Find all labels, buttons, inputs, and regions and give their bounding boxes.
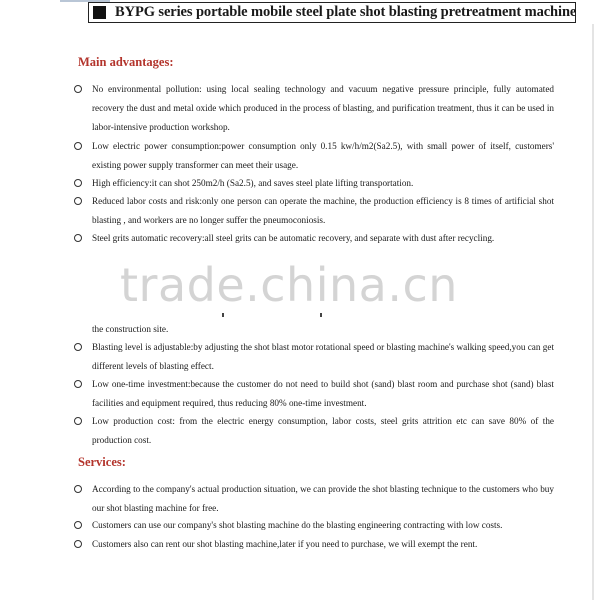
list-item	[74, 229, 554, 248]
list-item	[74, 412, 554, 450]
circle-bullet-icon	[74, 234, 82, 242]
circle-bullet-icon	[74, 142, 82, 150]
circle-bullet-icon	[74, 343, 82, 351]
page-title: BYPG series portable mobile steel plate shot blasting pretreatment machine	[115, 4, 577, 20]
list-item-text: Low production cost: from the electric energy consumption, labor costs, steel grits attrition etc can save 80% of the production cost.	[92, 416, 554, 445]
circle-bullet-icon	[74, 85, 82, 93]
speck	[320, 313, 322, 317]
main-advantages-heading: Main advantages:	[78, 55, 174, 69]
services-heading: Services:	[78, 455, 126, 469]
circle-bullet-icon	[74, 197, 82, 205]
list-item-text: Reduced labor costs and risk:only one person can operate the machine, the production efficiency is 8 times of artificial shot blasting , and workers are no longer suffer the pneumoconiosis.	[92, 196, 554, 225]
list-item-text: Customers can use our company's shot blasting machine do the blasting engineering contracting with low costs.	[92, 520, 503, 530]
circle-bullet-icon	[74, 540, 82, 548]
black-square-icon	[93, 6, 106, 19]
list-item-text: Customers also can rent our shot blasting machine,later if you need to purchase, we will exempt the rent.	[92, 539, 478, 549]
list-item	[74, 480, 554, 518]
list-item	[74, 137, 554, 175]
list-item-text: Low electric power consumption:power consumption only 0.15 kw/h/m2(Sa2.5), with small power of itself, customers' existing power supply transformer can meet their usage.	[92, 141, 554, 170]
list-item	[74, 375, 554, 413]
list-item	[74, 192, 554, 230]
circle-bullet-icon	[74, 485, 82, 493]
list-item-text: Blasting level is adjustable:by adjusting the shot blast motor rotational speed or blasting machine's walking speed,you can get different levels of blasting effect.	[92, 342, 554, 371]
circle-bullet-icon	[74, 521, 82, 529]
continuation-text: the construction site.	[92, 324, 169, 334]
header-box	[88, 2, 576, 23]
circle-bullet-icon	[74, 179, 82, 187]
list-item-text: High efficiency:it can shot 250m2/h (Sa2.5), and saves steel plate lifting transportation.	[92, 178, 414, 188]
watermark: trade.china.cn	[120, 258, 458, 312]
list-item-text: No environmental pollution: using local sealing technology and vacuum negative pressure principle, fully automated recovery the dust and metal oxide which produced in the process of blasting, and purification treatment, thus it can be used in labor-intensive production workshop.	[92, 84, 554, 132]
list-item	[74, 338, 554, 376]
right-edge-rule	[592, 24, 594, 600]
list-item	[74, 80, 554, 137]
speck	[222, 313, 224, 317]
list-item	[74, 535, 554, 554]
list-item	[74, 174, 554, 193]
list-item-text: Low one-time investment:because the customer do not need to build shot (sand) blast room and purchase shot (sand) blast facilities and equipment required, thus reducing 80% one-time investment.	[92, 379, 554, 408]
circle-bullet-icon	[74, 380, 82, 388]
list-item	[74, 516, 554, 535]
list-item-text: According to the company's actual production situation, we can provide the shot blasting technique to the customers who buy our shot blasting machine for free.	[92, 484, 554, 513]
circle-bullet-icon	[74, 417, 82, 425]
list-item-text: Steel grits automatic recovery:all steel grits can be automatic recovery, and separate with dust after recycling.	[92, 233, 495, 243]
